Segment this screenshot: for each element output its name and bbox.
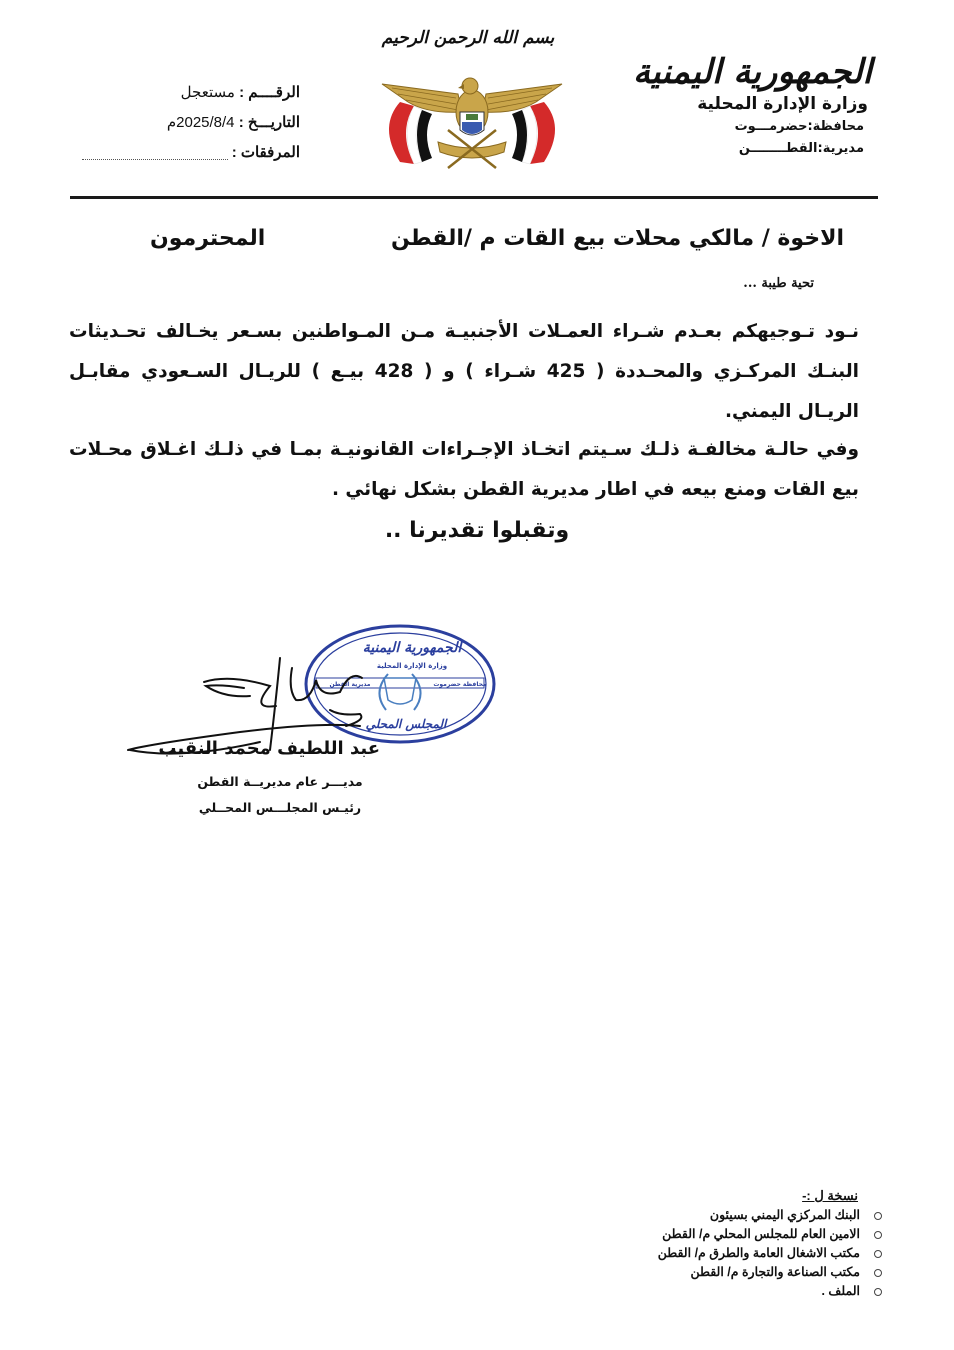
addressee-line: الاخوة / مالكي محلات بيع القات م /القطن	[391, 226, 844, 251]
cc-item-text: مكتب الصناعة والتجارة م/ القطن	[690, 1265, 860, 1279]
cc-item-text: البنك المركزي اليمني بسيئون	[709, 1208, 860, 1222]
circle-bullet-icon	[874, 1231, 882, 1239]
circle-bullet-icon	[874, 1269, 882, 1277]
attachments-blank	[82, 146, 228, 160]
body-paragraph-2: وفي حالـة مخالفـة ذلـك سـيتم اتخـاذ الإجـراءات القانونيـة بمـا في ذلـك اغـلاق محـلات بيع القات ومنع بيعه في اطار مديرية القطن بشكل نهائي .	[69, 439, 859, 500]
cc-list-item	[622, 1282, 882, 1301]
number-label: الرقــــم :	[239, 84, 300, 101]
greeting: تحية طيبة ...	[743, 276, 814, 291]
signatory-title-director: مديـــر عام مديريــة القطن	[197, 774, 363, 789]
district-label: مديرية	[822, 141, 864, 156]
basmala: بسم الله الرحمن الرحيم	[381, 28, 555, 48]
closing-line: وتقبلوا تقديرنا ..	[384, 518, 570, 543]
svg-text:وزارة الإدارة المحلية: وزارة الإدارة المحلية	[376, 662, 448, 670]
circle-bullet-icon	[874, 1250, 882, 1258]
governorate-value: حضرمـــوت	[734, 119, 808, 134]
republic-title: الجمهورية اليمنية	[632, 52, 872, 92]
svg-text:مديرية القطن: مديرية القطن	[329, 681, 371, 688]
svg-text:المجلس المحلي: المجلس المحلي	[365, 717, 447, 731]
cc-list-item	[622, 1244, 882, 1263]
copies-to-heading: نسخة ل :-	[802, 1188, 858, 1203]
date-label: التاريـــخ :	[238, 114, 300, 131]
governorate-line: محافظة:حضرمـــوت	[734, 119, 864, 134]
date-value: 2025/8/4م	[166, 114, 235, 131]
cc-item-text: الامين العام للمجلس المحلي م/ القطن	[662, 1227, 860, 1241]
cc-list-item	[622, 1206, 882, 1225]
cc-list-item	[622, 1225, 882, 1244]
circle-bullet-icon	[874, 1212, 882, 1220]
svg-text:الجمهورية اليمنية: الجمهورية اليمنية	[362, 640, 462, 656]
letterhead-right	[632, 52, 872, 160]
district-value: القطــــــــن	[738, 141, 818, 156]
circle-bullet-icon	[874, 1288, 882, 1296]
cc-item-text: مكتب الاشغال العامة والطرق م/ القطن	[657, 1246, 860, 1260]
svg-text:محافظة حضرموت: محافظة حضرموت	[433, 681, 487, 688]
respected-salutation: المحترمون	[150, 226, 266, 251]
header-divider	[70, 196, 878, 199]
cc-list-item	[622, 1263, 882, 1282]
district-line: مديرية:القطــــــــن	[738, 141, 864, 156]
cc-item-text: الملف .	[821, 1284, 860, 1298]
copies-to-list	[622, 1186, 882, 1301]
governorate-label: محافظة	[812, 119, 864, 134]
number-value: مستعجل	[180, 84, 235, 101]
letter-meta	[70, 78, 300, 168]
body-paragraph-1: نـود تـوجيهكم بعـدم شـراء العمـلات الأجنبيـة مـن المـواطنين بسـعر يخـالف تحـديثات البنـك المركـزي والمحـددة ( 425 شـراء ) و ( 428 بيـع ) للريـال السـعودي مقابـل الريـال اليمني.	[69, 321, 859, 422]
yemen-eagle-emblem-icon	[378, 72, 566, 176]
ministry-name: وزارة الإدارة المحلية	[697, 94, 868, 114]
reference-number-row	[70, 78, 300, 108]
signatory-title-council: رئيـس المجلـــس المحــلي	[198, 800, 362, 815]
date-row	[70, 108, 300, 138]
attachments-label: المرفقات :	[231, 144, 300, 161]
attachments-row	[70, 138, 300, 168]
signatory-name: عبد اللطيف محمد النقيب	[158, 738, 380, 759]
